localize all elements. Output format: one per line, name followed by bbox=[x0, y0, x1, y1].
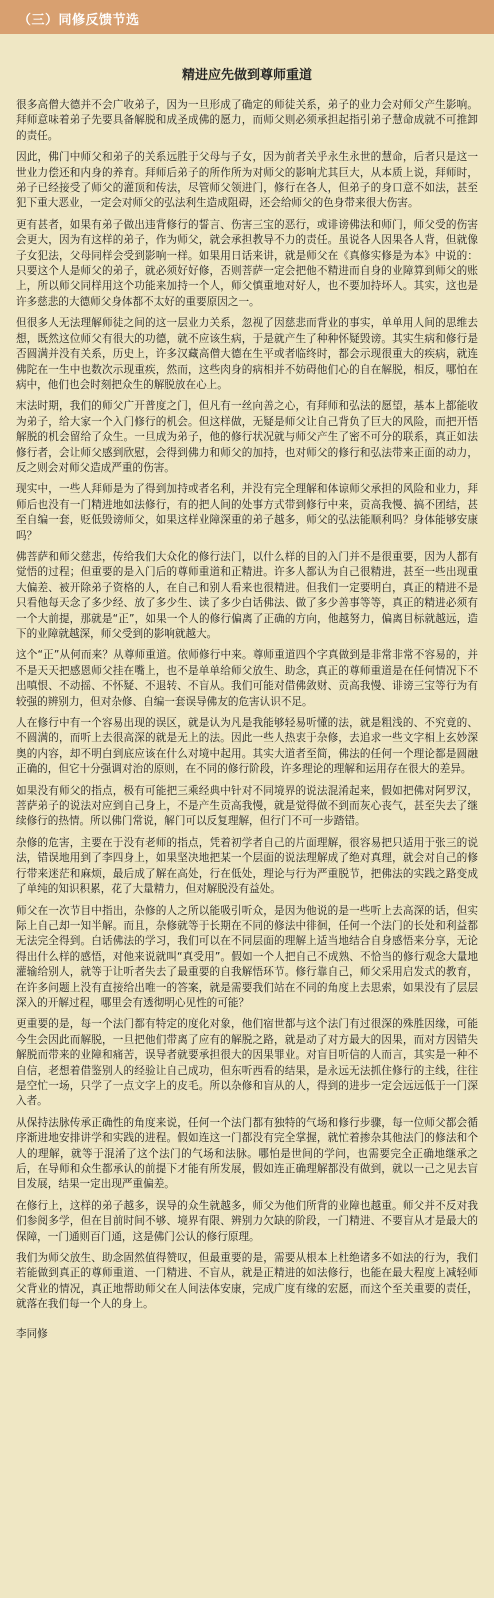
paragraph: 从保持法脉传承正确性的角度来说，任何一个法门都有独特的气场和修行步骤，每一位师父都会循序渐进地安排讲学和实践的进程。假如连这一门都没有完全掌握，就忙着掺杂其他法门的修法和个人的理解，就等于混淆了这个法门的气场和法脉。哪怕是世间的学问，也需要完全正确地继承之后，在导师和众生都承认的前提下才能有所发展，假如连正确理解都没有做到，就以一己之见去盲目发展，结果一定出现严重偏差。 bbox=[16, 1116, 478, 1191]
paragraph: 杂修的危害，主要在于没有老师的指点，凭着初学者自己的片面理解，很容易把只适用于张三的说法，错误地用到了李四身上，如果坚决地把某一个层面的说法理解成了绝对真理，就会对自己的修行带来迷茫和麻烦，最后成了解在高处，行在低处，理论与行为严重脱节，把佛法的实践之路变成了单纯的知识积累，花了大量精力，但对解脱没有益处。 bbox=[16, 836, 478, 896]
paragraph: 如果没有师父的指点，极有可能把三乘经典中针对不同境界的说法混淆起来，假如把佛对阿罗汉，菩萨弟子的说法对应到自己身上，不是产生贡高我慢，就是觉得做不到而灰心丧气，甚至失去了继续修行的热情。所以佛门常说，解门可以反复理解，但行门不可一步踏错。 bbox=[16, 784, 478, 828]
paragraph: 在修行上，这样的弟子越多，误导的众生就越多，师父为他们所背的业障也越重。师父并不反对我们参阅多学，但在目前时间不够、境界有限、辨别力欠缺的阶段，一门精进、不要盲从才是最大的保障，一门通则百门通，这是佛门公认的修行原理。 bbox=[16, 1199, 478, 1243]
paragraph: 这个“正”从何而来？从尊师重道。依师修行中来。尊师重道四个字真做到是非常非常不容易的，并不是天天把感恩师父挂在嘴上，也不是单单给师父放生、助念，真正的尊师重道是在任何情况下不出嗔恨、不动摇、不怀疑、不退转、不盲从。我们可能对借佛敛财、贡高我慢、诽谤三宝等行为有较强的辨别力，但对杂修、自编一套误导佛友的危害认识不足。 bbox=[16, 649, 478, 708]
paragraph: 很多高僧大德并不会广收弟子，因为一旦形成了确定的师徒关系，弟子的业力会对师父产生影响。拜师意味着弟子先要具备解脱和成圣成佛的愿力，而师父则必须承担起指引弟子慧命成就不可推卸的责任。 bbox=[16, 99, 478, 142]
paragraph: 师父在一次节目中指出，杂修的人之所以能吸引听众，是因为他说的是一些听上去高深的话，但实际上自己却一知半解。而且，杂修就等于长期在不同的修法中徘徊，任何一个法门的长处和利益都无法完全得到。白话佛法的学习，我们可以在不同层面的理解上适当地结合自身感悟来分享，无论得出什么样的感悟，对他来说就叫“真受用”。假如一个人把自己不成熟、不恰当的修行观念大量地灌输给别人，就等于让听者失去了最重要的自我解悟环节。修行靠自己，师父采用启发式的教育，在许多问题上没有直接给出唯一的答案，就是需要我们站在不同的角度上去思索，如果没有了层层深入的开解过程，哪里会有透彻明心见性的可能？ bbox=[16, 904, 478, 1009]
paragraph: 因此，佛门中师父和弟子的关系远胜于父母与子女，因为前者关乎永生永世的慧命，后者只是这一世业力偿还和内身的养育。拜师后弟子的所作所为对师父的影响尤其巨大，从本质上说，拜师时，弟子已经接受了师父的灌顶和传法，尽管师父领进门，修行在各人，但弟子的身口意不如法，甚至犯下重大恶业，一定会对师父的弘法利生造成阻碍，还会给师父的色身带来很大伤害。 bbox=[16, 151, 478, 210]
paragraph: 我们为师父放生、助念固然值得赞叹，但最重要的是，需要从根本上杜绝诸多不如法的行为，我们若能做到真正的尊师重道、一门精进、不盲从，就是正精进的如法修行，也能在最大程度上减轻师父背业的情况，真正地帮助师父在人间法体安康，完成广度有缘的宏愿，而这个至关重要的责任，就落在我们每一个人的身上。 bbox=[16, 1252, 478, 1311]
article-body bbox=[16, 98, 478, 1342]
paragraph: 但很多人无法理解师徒之间的这一层业力关系，忽视了因慈悲而背业的事实，单单用人间的思维去想，既然这位师父有很大的功德，就不应该生病，于是就产生了种种怀疑毁谤。其实生病和修行是否圆满并没有关系，历史上，许多汉藏高僧大德在生平或者临终时，都会示现很重大的疾病，就连佛陀在一生中也数次示现重疾，然而，这些肉身的病相并不妨碍他们心的自在解脱，相反，哪怕在病中，他们也会时刻把众生的解脱放在心上。 bbox=[16, 317, 478, 391]
paragraph: 更有甚者，如果有弟子做出违背修行的誓言、伤害三宝的恶行，或诽谤佛法和师门，师父受的伤害会更大，因为有这样的弟子，作为师父，就会承担教导不力的责任。虽说各人因果各人背，但就像子女犯法，父母同样会受到影响一样。如果用日话来讲，就是师父在《真修实修是为本》中说的：只要这个人是师父的弟子，就必须好好修，否则菩萨一定会把他不精进而自身的业障算到师父的账上，所以师父同样用这个功能来加持一个人，师父慎重地对好人，也不要加持坏人。其实，这也是许多慈悲的大德师父身体都不太好的重要原因之一。 bbox=[16, 218, 478, 308]
author-signature: 李同修 bbox=[16, 1327, 48, 1340]
article-title: 精进应先做到尊师重道 bbox=[181, 68, 312, 83]
paragraph: 人在修行中有一个容易出现的误区，就是认为凡是我能够轻易听懂的法，就是粗浅的、不究竟的、不圆满的，而听上去很高深的就是无上的法。因此一些人热衷于杂修，去追求一些文字相上玄妙深奥的内容，却不明白到底应该在什么对境中起用。其实大道者至简，佛法的任何一个理论都是圆融正确的，但它十分强调对治的原则，在不同的修行阶段，许多理论的理解和运用存在很大的差异。 bbox=[16, 717, 478, 776]
section-title: （三）同修反馈节选 bbox=[18, 13, 140, 28]
paragraph: 更重要的是，每一个法门都有特定的度化对象，他们宿世都与这个法门有过很深的殊胜因缘，可能今生会因此而解脱，一旦把他们带离了应有的解脱之路，就是动了对方最大的因果，而对方因错失解脱而带来的业障和痛苦，误导者就要承担很大的因果罪业。对盲目听信的人而言，其实是一种不自信，老想着借鉴别人的经验让自己成功，但东听西看的结果，是永远无法抓住修行的主线，往往是空忙一场，只学了一点文字上的皮毛。所以杂修和盲从的人，得到的进步一定会远远低于一门深入者。 bbox=[16, 1018, 478, 1108]
paragraph: 末法时期，我们的师父广开普度之门，但凡有一丝向善之心，有拜师和弘法的愿望，基本上都能收为弟子，给大家一个入门修行的机会。但这样做，无疑是师父让自己背负了巨大的风险，而把开悟解脱的机会留给了众生。一旦成为弟子，他的修行状况就与师父产生了密不可分的联系，真正如法修行者，会让师父感到欣慰，会得到佛力和师父的加持，也对师父的修行和弘法带来正面的动力，反之则会对师父造成严重的伤害。 bbox=[16, 400, 478, 474]
paragraph: 现实中，一些人拜师是为了得到加持或者名利，并没有完全理解和体谅师父承担的风险和业力，拜师后也没有一门精进地如法修行，有的把人间的处事方式带到修行中来，贡高我慢、搞不团结，甚至自编一套，贬低毁谤师父，如果这样业障深重的弟子越多，师父的弘法能顺利吗？身体能够安康吗？ bbox=[16, 483, 478, 542]
paragraph: 佛菩萨和师父慈悲，传给我们大众化的修行法门，以什么样的目的入门并不是很重要，因为人都有觉悟的过程；但重要的是入门后的尊师重道和正精进。许多人都认为自己很精进，甚至一些出现重大偏差、被开除弟子资格的人，在自己和别人看来也很精进。但我们一定要明白，真正的精进不是只看他每天念了多少经、放了多少生、读了多少白话佛法、做了多少善事等等，真正的精进必须有一个大前提，那就是“正”，如果一个人的修行偏离了正确的方向，他越努力，偏离目标就越远，造下的业障就越深，师父受到的影响就越大。 bbox=[16, 550, 478, 640]
section-header-bar bbox=[0, 0, 494, 34]
